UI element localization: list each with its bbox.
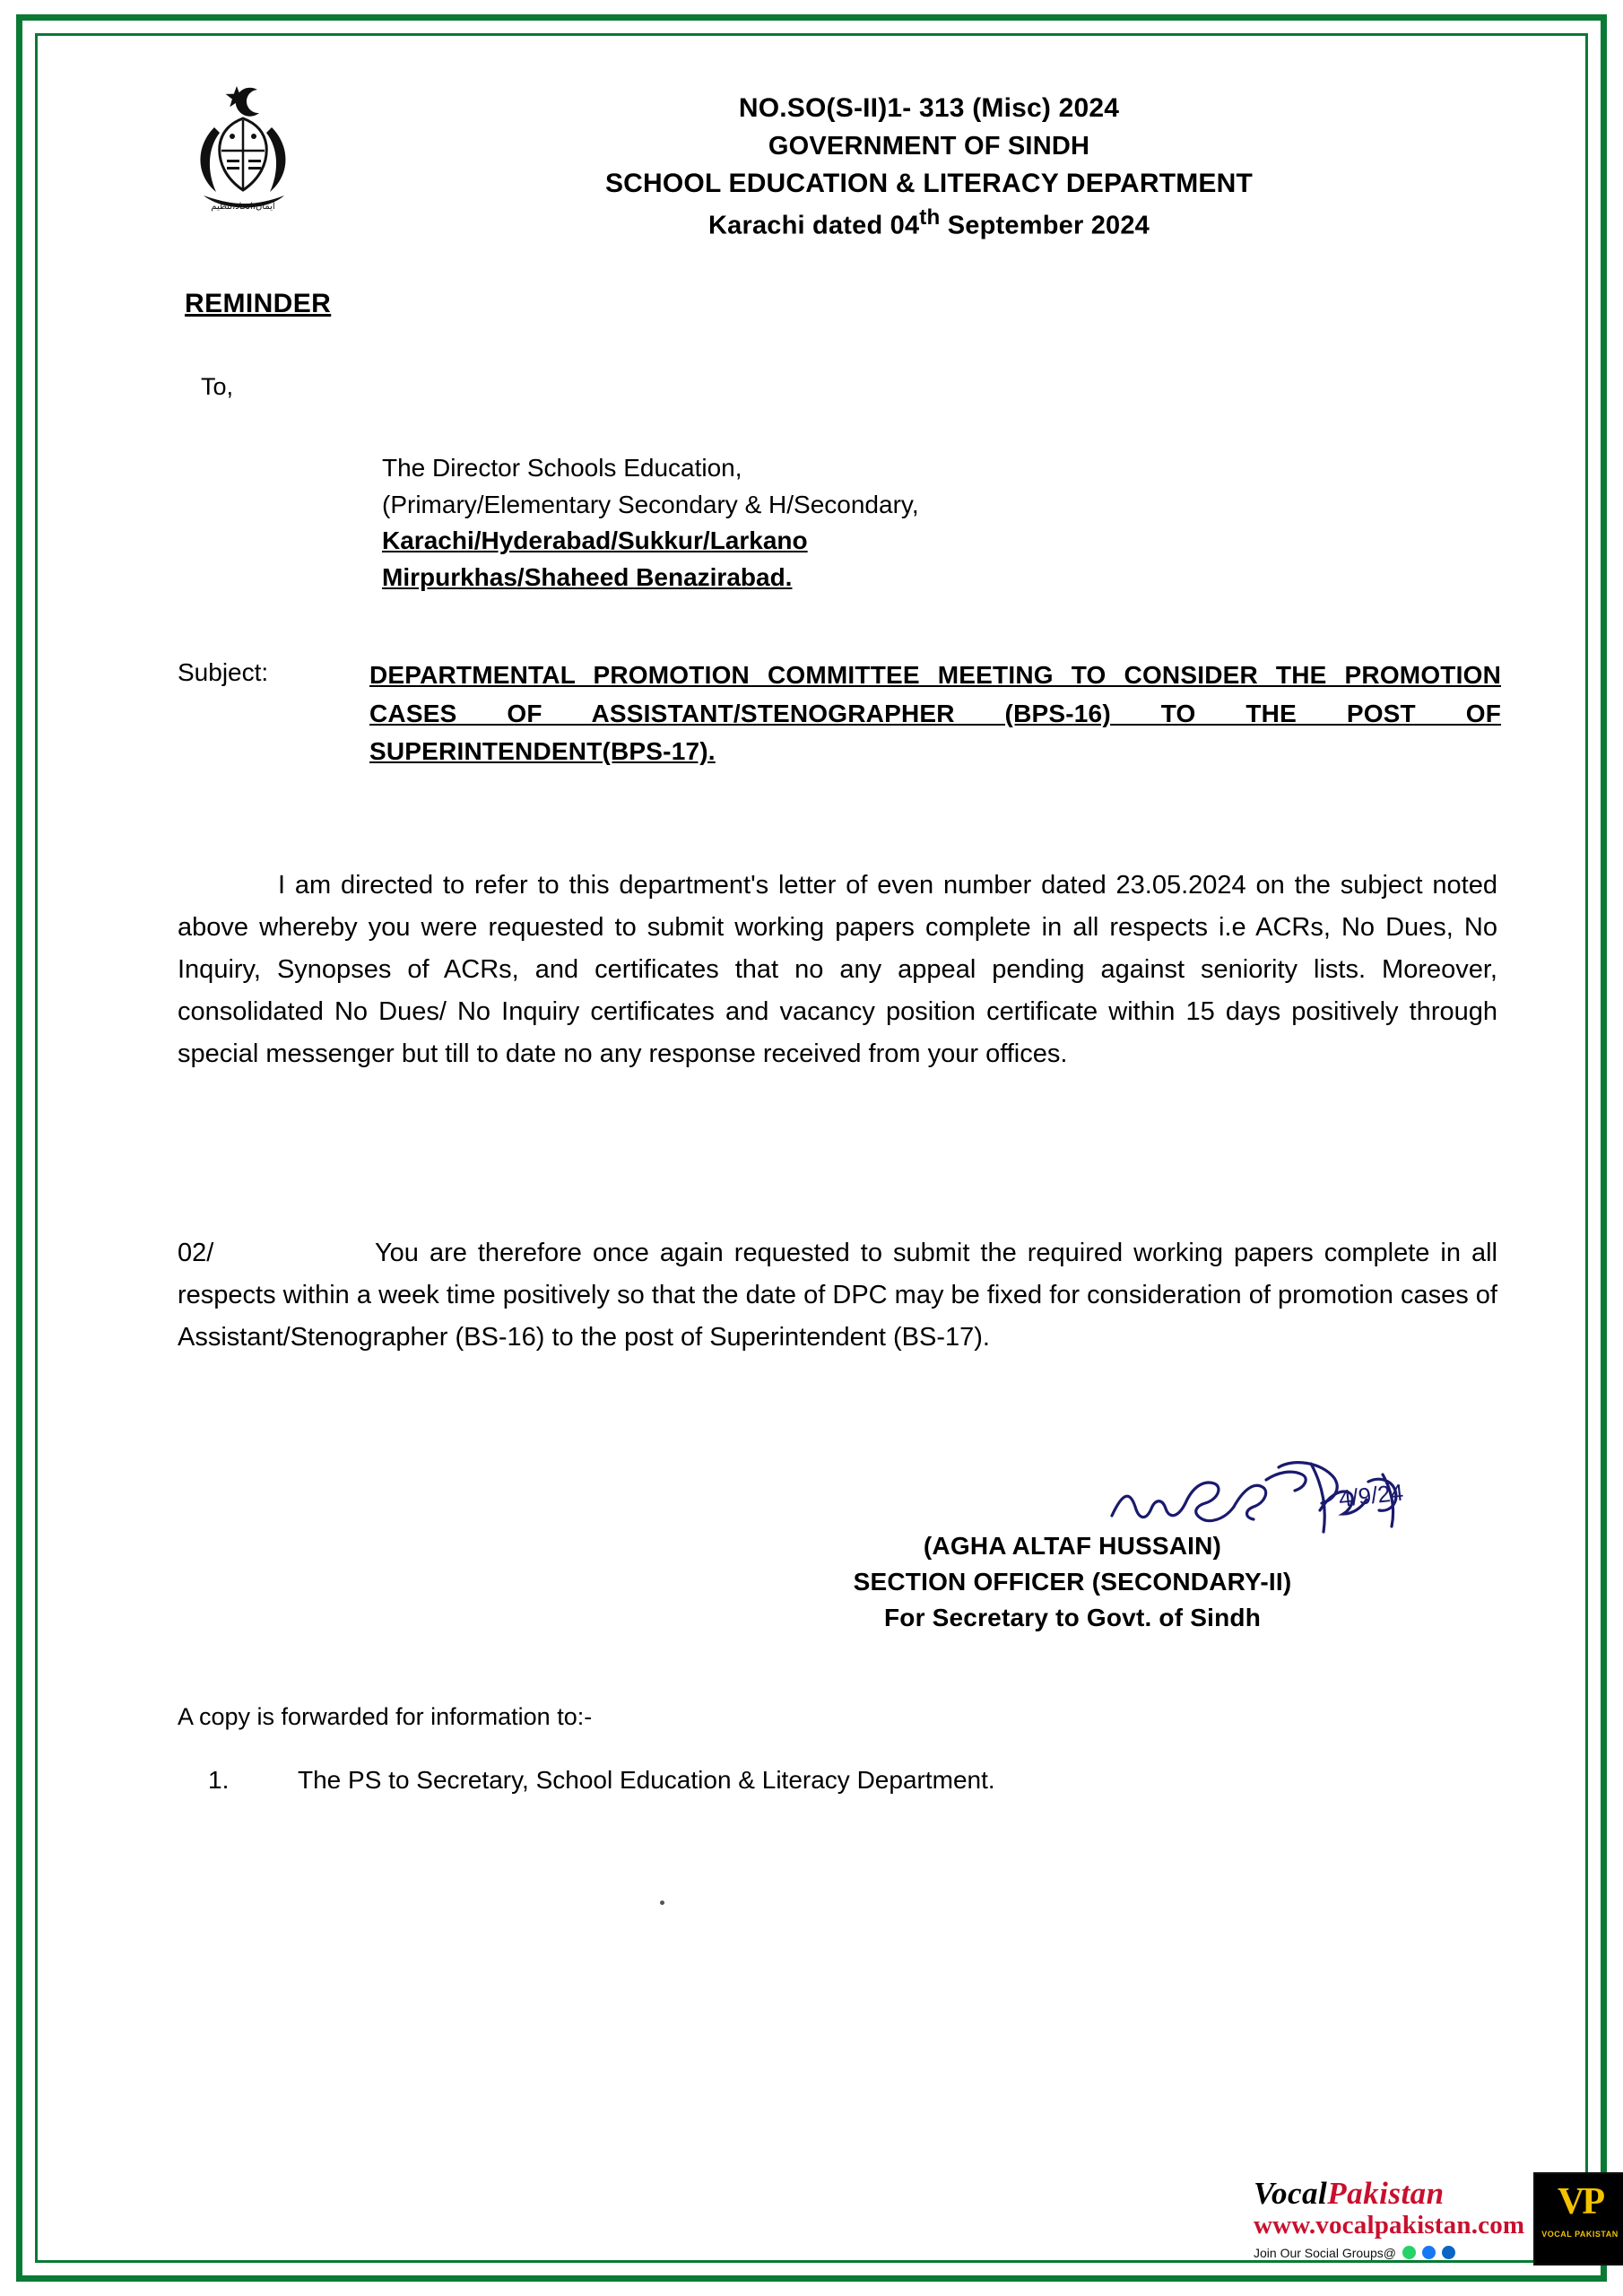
department-name: SCHOOL EDUCATION & LITERACY DEPARTMENT (604, 168, 1254, 198)
brand-join-text: Join Our Social Groups@ (1254, 2246, 1396, 2260)
subject-label: Subject: (178, 658, 269, 686)
handwritten-signature-icon (1099, 1457, 1422, 1555)
place-date-rest: September 2024 (940, 212, 1150, 241)
government-name: GOVERNMENT OF SINDH (768, 131, 1090, 161)
reference-number: NO.SO(S-II)1- 313 (Misc) 2024 (738, 93, 1120, 123)
paragraph-2-number: 02/ (178, 1239, 214, 1267)
linkedin-icon[interactable] (1442, 2246, 1455, 2259)
brand-logo-mark: VP (1558, 2181, 1602, 2222)
place-date-suffix: th (919, 205, 941, 230)
to-label: To, (201, 373, 234, 400)
paragraph-2-text: You are therefore once again requested to submit the required working papers complete in all respects within a week time positively so that the date of DPC may be fixed for consideration of promotion cases of Assistant/Stenographer (BS-16) to the post of Superintendent (BS-17). (178, 1239, 1497, 1352)
signatory-designation: SECTION OFFICER (SECONDARY-II) (853, 1567, 1292, 1596)
brand-social-line (1254, 2246, 1523, 2260)
copy-list (208, 1766, 995, 1795)
addressee-line-3: Karachi/Hyderabad/Sukkur/Larkano (382, 526, 808, 555)
signatory-for-line: For Secretary to Govt. of Sindh (883, 1603, 1262, 1631)
addressee-line-4: Mirpurkhas/Shaheed Benazirabad. (382, 562, 793, 591)
reminder-label: REMINDER (185, 289, 332, 318)
addressee-line-1: The Director Schools Education, (382, 454, 742, 482)
body-paragraph-1 (178, 865, 1497, 1075)
place-date-main: Karachi dated 04 (707, 212, 920, 241)
addressee-block (382, 450, 919, 596)
signature-block (669, 1478, 1476, 1635)
brand-logo-subtext: VOCAL PAKISTAN (1541, 2230, 1619, 2239)
header-title-block (427, 90, 1431, 245)
subject-text: DEPARTMENTAL PROMOTION COMMITTEE MEETING TO CONSIDER THE PROMOTION CASES OF ASSISTANT/STENOGRAPHER (BPS-16) TO THE POST OF SUPERINTENDENT(BPS-17). (369, 661, 1501, 766)
paragraph-1-text: I am directed to refer to this department's letter of even number dated 23.05.2024 on the subject noted above whereby you were requested to submit working papers complete in all respects i.e ACRs, No Dues, No Inquiry, Synopses of ACRs, and certificates that no any appeal pending against seniority lists. Moreover, consolidated No Dues/ No Inquiry certificates and vacancy position certificate within 15 days positively through special messenger but till to date no any response received from your offices. (178, 871, 1497, 1068)
document-header (41, 39, 1582, 246)
place-and-date (427, 203, 1431, 245)
brand-name-part2: Pakistan (1327, 2176, 1445, 2211)
copy-list-item-number: 1. (208, 1766, 230, 1794)
copy-forwarded-note: A copy is forwarded for information to:- (178, 1703, 593, 1730)
whatsapp-icon[interactable] (1402, 2246, 1416, 2259)
document-sheet (41, 39, 1619, 2260)
brand-website: www.vocalpakistan.com (1254, 2211, 1525, 2239)
stray-ink-mark (660, 1900, 664, 1905)
signatory-name: (AGHA ALTAF HUSSAIN) (923, 1532, 1222, 1560)
svg-text:ایمان،اتحاد،تنظیم: ایمان،اتحاد،تنظیم (211, 202, 275, 212)
copy-list-item (208, 1766, 995, 1795)
facebook-icon[interactable] (1422, 2246, 1436, 2259)
svg-text:4/9/24: 4/9/24 (1337, 1478, 1405, 1512)
copy-list-item-text: The PS to Secretary, School Education & Literacy Department. (298, 1766, 995, 1794)
brand-watermark (1254, 2178, 1523, 2276)
body-paragraph-2 (178, 1232, 1497, 1359)
brand-logo (1533, 2172, 1623, 2266)
brand-name (1254, 2178, 1523, 2209)
addressee-line-2: (Primary/Elementary Secondary & H/Secondary, (382, 490, 919, 518)
government-emblem-icon (180, 81, 306, 215)
brand-name-part1: Vocal (1254, 2176, 1328, 2211)
